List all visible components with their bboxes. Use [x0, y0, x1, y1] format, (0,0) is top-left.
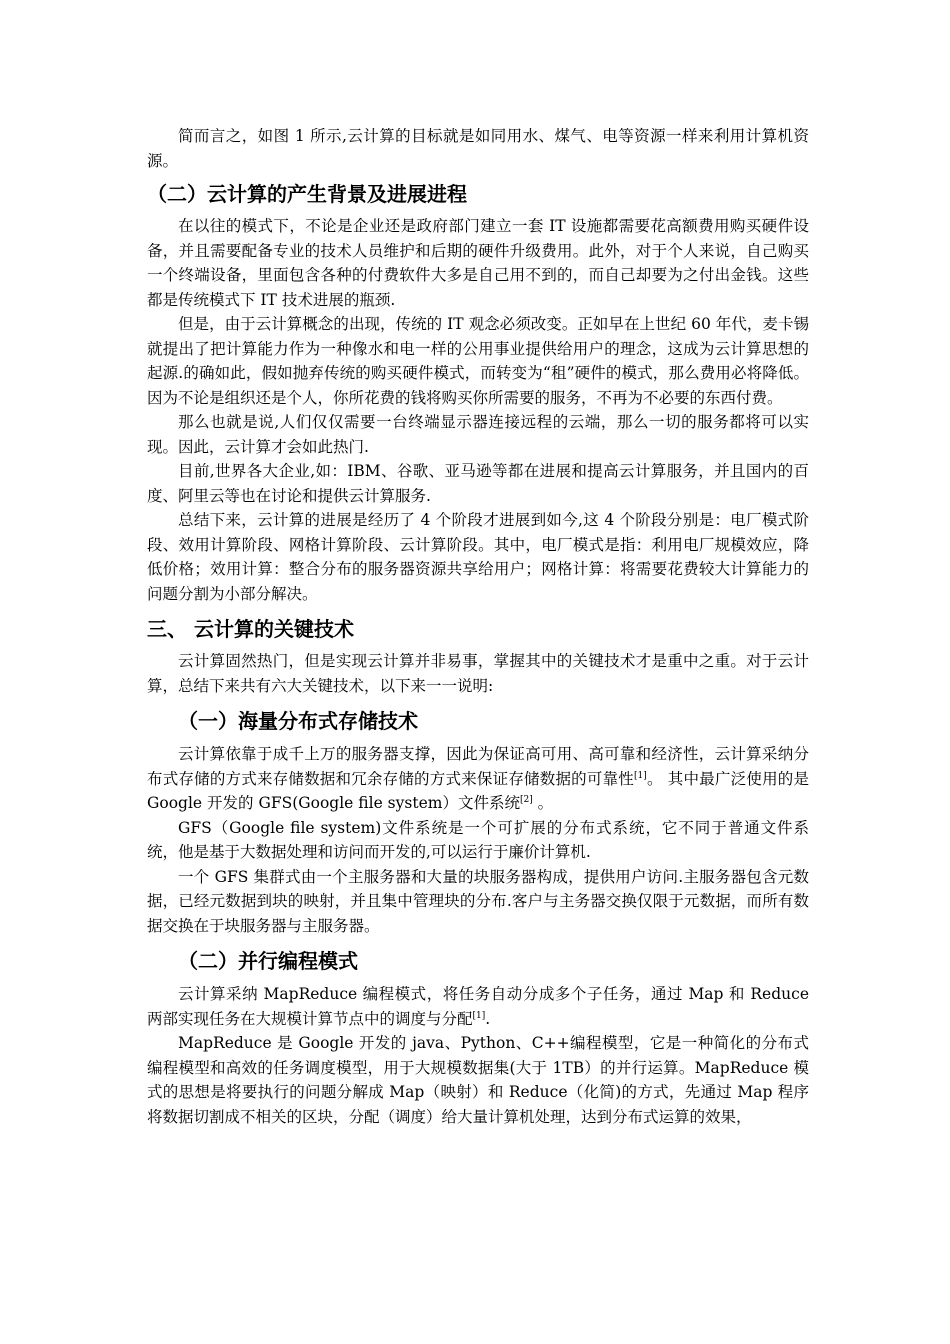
parallel-1-text-b: . — [485, 1009, 491, 1028]
paragraph-storage-2: GFS（Google file system)文件系统是一个可扩展的分布式系统，它不同于普通文件系统，他是基于大数据处理和访问而开发的,可以运行于廉价计算机. — [147, 818, 809, 861]
subsection-heading-storage: （一）海量分布式存储技术 — [178, 709, 418, 733]
section-heading-key-tech: 三、 云计算的关键技术 — [147, 617, 354, 641]
subsection-heading-parallel: （二）并行编程模式 — [178, 949, 358, 973]
paragraph-parallel-2: MapReduce 是 Google 开发的 java、Python、C++编程模型，它是一种简化的分布式编程模型和高效的任务调度模型，用于大规模数据集(大于 1TB）的并行运算。MapReduce 模式的思想是将要执行的问题分解成 Map（映射）和 Reduce（化简)的方式，先通过 Map 程序将数据切割成不相关的区块，分配（调度）给大量计算机处理，达到分布式运算的效果， — [147, 1034, 809, 1126]
paragraph-parallel-1 — [147, 982, 809, 1031]
section-heading-background: （二）云计算的产生背景及进展进程 — [147, 182, 467, 206]
citation-2: [2] — [519, 794, 533, 805]
citation-1: [1] — [634, 770, 647, 781]
paragraph-background-3: 那么也就是说,人们仅仅需要一台终端显示器连接远程的云端，那么一切的服务都将可以实现。因此，云计算才会如此热门. — [147, 413, 809, 456]
paragraph-background-2: 但是，由于云计算概念的出现，传统的 IT 观念必须改变。正如早在上世纪 60 年代，麦卡锡就提出了把计算能力作为一种像水和电一样的公用事业提供给用户的理念，这成为云计算思想的起源.的确如此，假如抛弃传统的购买硬件模式，而转变为“租”硬件的模式，那么费用必将降低。因为不论是组织还是个人，你所花费的钱将购买你所需要的服务，不再为不必要的东西付费。 — [147, 315, 809, 407]
storage-1-text-b: 。 其中最广泛使用的是 Google 开发的 GFS(Google file system）文件系统 — [147, 769, 809, 812]
storage-1-text-c: 。 — [532, 794, 554, 812]
storage-1-text-a: 云计算依靠于成千上万的服务器支撑，因此为保证高可用、高可靠和经济性，云计算采纳分布式存储的方式来存储数据和冗余存储的方式来保证存储数据的可靠性 — [147, 745, 809, 788]
paragraph-storage-3: 一个 GFS 集群式由一个主服务器和大量的块服务器构成，提供用户访问.主服务器包含元数据，已经元数据到块的映射，并且集中管理块的分布.客户与主务器交换仅限于元数据，而所有数据交换在于块服务器与主服务器。 — [147, 867, 809, 935]
document-body — [147, 124, 809, 1129]
paragraph-background-4: 目前,世界各大企业,如：IBM、谷歌、亚马逊等都在进展和提高云计算服务，并且国内的百度、阿里云等也在讨论和提供云计算服务. — [147, 462, 809, 505]
paragraph-background-1: 在以往的模式下，不论是企业还是政府部门建立一套 IT 设施都需要花高额费用购买硬件设备，并且需要配备专业的技术人员维护和后期的硬件升级费用。此外，对于个人来说，自己购买一个终端设备，里面包含各种的付费软件大多是自己用不到的，而自己却要为之付出金钱。这些都是传统模式下 IT 技术进展的瓶颈. — [147, 217, 809, 309]
paragraph-key-tech-1: 云计算固然热门，但是实现云计算并非易事，掌握其中的关键技术才是重中之重。对于云计算，总结下来共有六大关键技术，以下来一一说明: — [147, 652, 809, 695]
citation-1-second: [1] — [472, 1010, 486, 1021]
paragraph-background-5: 总结下来，云计算的进展是经历了 4 个阶段才进展到如今,这 4 个阶段分别是：电厂模式阶段、效用计算阶段、网格计算阶段、云计算阶段。其中，电厂模式是指：利用电厂规模效应，降低价格；效用计算：整合分布的服务器资源共享给用户；网格计算：将需要花费较大计算能力的问题分割为小部分解决。 — [147, 511, 809, 603]
paragraph-storage-1 — [147, 742, 809, 816]
paragraph-intro: 简而言之，如图 1 所示,云计算的目标就是如同用水、煤气、电等资源一样来利用计算机资源。 — [147, 127, 809, 170]
parallel-1-text-a: 云计算采纳 MapReduce 编程模式，将任务自动分成多个子任务，通过 Map 和 Reduce 两部实现任务在大规模计算节点中的调度与分配 — [147, 985, 809, 1028]
